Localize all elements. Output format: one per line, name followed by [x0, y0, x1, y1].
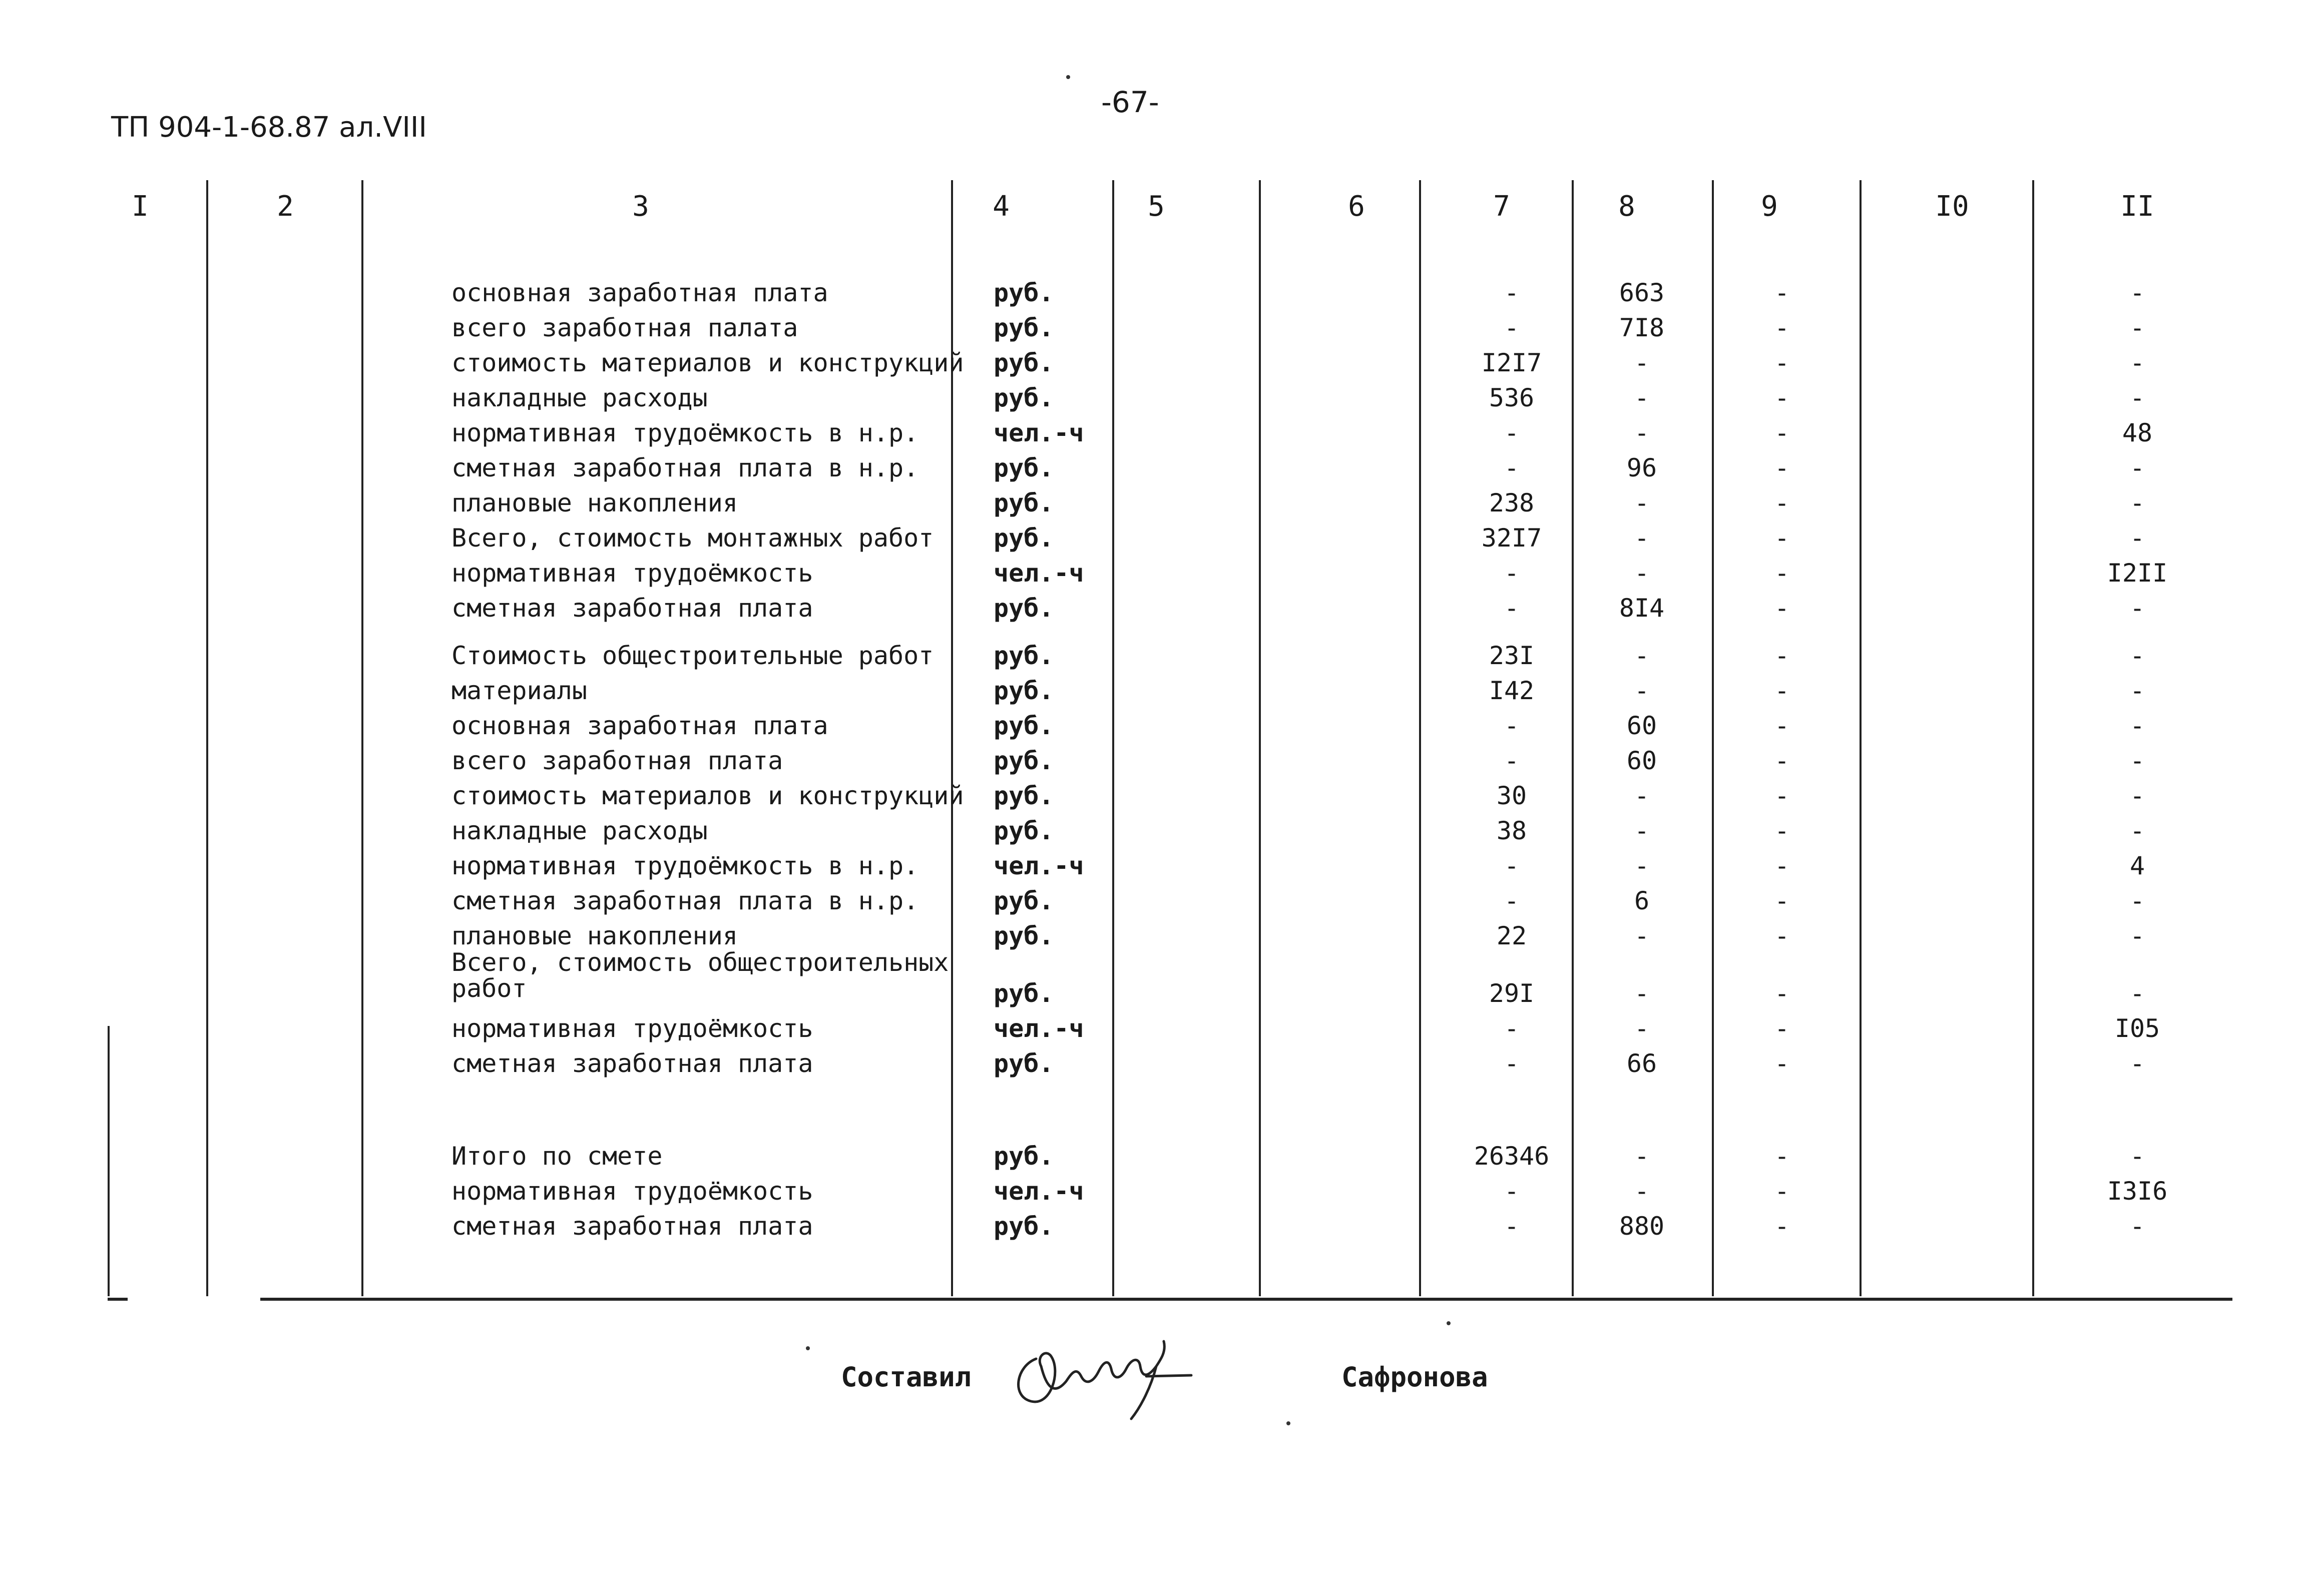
column-header-2: 2	[277, 190, 294, 223]
cell-col-9: -	[1774, 711, 1790, 740]
cell-col-11: -	[2129, 348, 2145, 377]
cell-col-7: -	[1504, 453, 1520, 482]
row-unit: руб.	[994, 488, 1054, 517]
scan-speck	[806, 1346, 810, 1350]
row-description: всего заработная палата	[451, 313, 798, 342]
column-divider	[1419, 180, 1421, 1296]
cell-col-11: -	[2129, 1142, 2145, 1171]
cell-col-7: 32I7	[1481, 523, 1542, 553]
row-unit: чел.-ч	[994, 1177, 1084, 1206]
cell-col-8: -	[1634, 523, 1650, 553]
cell-col-9: -	[1774, 1049, 1790, 1078]
column-divider	[1572, 180, 1574, 1296]
cell-col-8: 6	[1634, 886, 1650, 915]
row-description: Всего, стоимость общестроительных работ	[451, 948, 949, 1003]
cell-col-7: -	[1504, 278, 1520, 307]
cell-col-7: I42	[1489, 676, 1535, 705]
cell-col-8: -	[1634, 1177, 1650, 1206]
row-description: стоимость материалов и конструкций	[451, 348, 964, 377]
cell-col-9: -	[1774, 523, 1790, 553]
row-description: накладные расходы	[451, 383, 708, 412]
row-unit: чел.-ч	[994, 418, 1084, 447]
cell-col-11: -	[2129, 594, 2145, 623]
scan-speck	[1066, 75, 1070, 79]
row-unit: руб.	[994, 781, 1054, 810]
cell-col-7: 238	[1489, 488, 1535, 517]
row-unit: руб.	[994, 383, 1054, 412]
column-header-10: I0	[1935, 190, 1969, 223]
cell-col-11: I05	[2114, 1014, 2160, 1043]
cell-col-7: -	[1504, 886, 1520, 915]
cell-col-9: -	[1774, 676, 1790, 705]
cell-col-11: -	[2129, 488, 2145, 517]
table-bottom-rule	[260, 1298, 2232, 1301]
cell-col-9: -	[1774, 1177, 1790, 1206]
cell-col-8: 8I4	[1619, 594, 1665, 623]
row-description: сметная заработная плата в н.р.	[451, 886, 919, 915]
cell-col-9: -	[1774, 886, 1790, 915]
cell-col-7: -	[1504, 746, 1520, 775]
column-header-8: 8	[1618, 190, 1635, 223]
column-divider	[2032, 180, 2034, 1296]
row-unit: руб.	[994, 523, 1054, 553]
row-unit: чел.-ч	[994, 559, 1084, 588]
cell-col-8: -	[1634, 816, 1650, 845]
row-description: плановые накопления	[451, 921, 738, 950]
cell-col-9: -	[1774, 559, 1790, 588]
column-divider	[361, 180, 363, 1296]
table-bottom-rule-stub	[108, 1298, 128, 1301]
column-header-6: 6	[1348, 190, 1365, 223]
cell-col-8: -	[1634, 851, 1650, 880]
row-description: сметная заработная плата	[451, 594, 813, 623]
column-divider	[1712, 180, 1714, 1296]
cell-col-8: -	[1634, 559, 1650, 588]
cell-col-11: -	[2129, 781, 2145, 810]
cell-col-8: -	[1634, 383, 1650, 412]
row-description: Стоимость общестроительные работ	[451, 641, 934, 670]
row-unit: чел.-ч	[994, 1014, 1084, 1043]
cell-col-9: -	[1774, 921, 1790, 950]
cell-col-9: -	[1774, 1212, 1790, 1241]
row-unit: руб.	[994, 886, 1054, 915]
cell-col-8: -	[1634, 488, 1650, 517]
cell-col-8: -	[1634, 641, 1650, 670]
cell-col-9: -	[1774, 348, 1790, 377]
cell-col-7: -	[1504, 313, 1520, 342]
cell-col-11: -	[2129, 979, 2145, 1008]
cell-col-8: 60	[1626, 746, 1657, 775]
column-header-4: 4	[993, 190, 1010, 223]
cell-col-9: -	[1774, 641, 1790, 670]
column-header-7: 7	[1493, 190, 1510, 223]
cell-col-9: -	[1774, 313, 1790, 342]
row-unit: руб.	[994, 348, 1054, 377]
cell-col-7: 23I	[1489, 641, 1535, 670]
cell-col-11: -	[2129, 383, 2145, 412]
cell-col-7: I2I7	[1481, 348, 1542, 377]
row-unit: руб.	[994, 711, 1054, 740]
cell-col-9: -	[1774, 781, 1790, 810]
cell-col-7: 29I	[1489, 979, 1535, 1008]
cell-col-9: -	[1774, 594, 1790, 623]
row-unit: руб.	[994, 641, 1054, 670]
cell-col-7: 536	[1489, 383, 1535, 412]
cell-col-11: I3I6	[2107, 1177, 2168, 1206]
cell-col-7: 22	[1496, 921, 1527, 950]
column-divider	[206, 180, 208, 1296]
cell-col-8: -	[1634, 348, 1650, 377]
row-unit: руб.	[994, 979, 1054, 1008]
row-description: основная заработная плата	[451, 278, 828, 307]
cell-col-7: -	[1504, 559, 1520, 588]
cell-col-9: -	[1774, 746, 1790, 775]
row-description: нормативная трудоёмкость	[451, 1014, 813, 1043]
cell-col-11: -	[2129, 1049, 2145, 1078]
cell-col-11: -	[2129, 278, 2145, 307]
scan-speck	[1286, 1421, 1290, 1425]
row-description: сметная заработная плата в н.р.	[451, 453, 919, 482]
cell-col-8: -	[1634, 921, 1650, 950]
cell-col-11: -	[2129, 816, 2145, 845]
cell-col-11: 4	[2129, 851, 2145, 880]
cell-col-9: -	[1774, 488, 1790, 517]
cell-col-8: 60	[1626, 711, 1657, 740]
cell-col-9: -	[1774, 383, 1790, 412]
cell-col-7: -	[1504, 594, 1520, 623]
cell-col-9: -	[1774, 979, 1790, 1008]
cell-col-11: -	[2129, 711, 2145, 740]
row-description: материалы	[451, 676, 587, 705]
handwritten-signature	[1006, 1311, 1206, 1421]
cell-col-11: -	[2129, 641, 2145, 670]
cell-col-9: -	[1774, 418, 1790, 447]
row-unit: руб.	[994, 453, 1054, 482]
cell-col-11: -	[2129, 921, 2145, 950]
row-description: нормативная трудоёмкость в н.р.	[451, 418, 919, 447]
cell-col-7: -	[1504, 851, 1520, 880]
document-code: ТП 904-1-68.87 ал.VIII	[111, 111, 427, 144]
cell-col-11: -	[2129, 676, 2145, 705]
row-description: нормативная трудоёмкость	[451, 559, 813, 588]
compiled-by-label: Составил	[841, 1361, 972, 1393]
cell-col-7: -	[1504, 1212, 1520, 1241]
cell-col-11: -	[2129, 886, 2145, 915]
row-description: Итого по смете	[451, 1142, 663, 1171]
row-unit: чел.-ч	[994, 851, 1084, 880]
cell-col-8: -	[1634, 1142, 1650, 1171]
cell-col-8: -	[1634, 979, 1650, 1008]
cell-col-9: -	[1774, 816, 1790, 845]
cell-col-8: 663	[1619, 278, 1665, 307]
row-unit: руб.	[994, 921, 1054, 950]
column-header-11: II	[2120, 190, 2154, 223]
row-description: основная заработная плата	[451, 711, 828, 740]
cell-col-8: 880	[1619, 1212, 1665, 1241]
compiler-name: Сафронова	[1341, 1361, 1488, 1393]
row-description: стоимость материалов и конструкций	[451, 781, 964, 810]
column-header-3: 3	[632, 190, 649, 223]
row-unit: руб.	[994, 594, 1054, 623]
cell-col-7: -	[1504, 1177, 1520, 1206]
cell-col-7: -	[1504, 711, 1520, 740]
cell-col-7: -	[1504, 1014, 1520, 1043]
row-description: нормативная трудоёмкость в н.р.	[451, 851, 919, 880]
cell-col-7: 26346	[1474, 1142, 1550, 1171]
row-unit: руб.	[994, 746, 1054, 775]
cell-col-11: 48	[2122, 418, 2153, 447]
column-header-5: 5	[1148, 190, 1165, 223]
cell-col-9: -	[1774, 278, 1790, 307]
cell-col-7: 38	[1496, 816, 1527, 845]
cell-col-9: -	[1774, 453, 1790, 482]
cell-col-8: -	[1634, 1014, 1650, 1043]
cell-col-11: I2II	[2107, 559, 2168, 588]
cell-col-7: 30	[1496, 781, 1527, 810]
row-description: Всего, стоимость монтажных работ	[451, 523, 934, 553]
cell-col-9: -	[1774, 851, 1790, 880]
column-header-9: 9	[1761, 190, 1778, 223]
column-header-1: I	[132, 190, 149, 223]
row-description: сметная заработная плата	[451, 1049, 813, 1078]
cell-col-8: -	[1634, 676, 1650, 705]
row-unit: руб.	[994, 1049, 1054, 1078]
cell-col-11: -	[2129, 313, 2145, 342]
cell-col-11: -	[2129, 746, 2145, 775]
row-description: сметная заработная плата	[451, 1212, 813, 1241]
row-unit: руб.	[994, 313, 1054, 342]
scan-speck	[1447, 1321, 1451, 1325]
cell-col-9: -	[1774, 1014, 1790, 1043]
cell-col-8: -	[1634, 418, 1650, 447]
column-divider	[1259, 180, 1261, 1296]
row-description: накладные расходы	[451, 816, 708, 845]
cell-col-11: -	[2129, 453, 2145, 482]
column-divider	[1112, 180, 1114, 1296]
row-unit: руб.	[994, 278, 1054, 307]
column-divider	[1860, 180, 1862, 1296]
row-description: нормативная трудоёмкость	[451, 1177, 813, 1206]
cell-col-11: -	[2129, 1212, 2145, 1241]
cell-col-9: -	[1774, 1142, 1790, 1171]
cell-col-7: -	[1504, 1049, 1520, 1078]
page-number: -67-	[1101, 85, 1159, 119]
row-unit: руб.	[994, 676, 1054, 705]
column-divider	[108, 1026, 110, 1296]
cell-col-8: 66	[1626, 1049, 1657, 1078]
cell-col-8: 96	[1626, 453, 1657, 482]
cell-col-8: -	[1634, 781, 1650, 810]
row-unit: руб.	[994, 1212, 1054, 1241]
row-description: всего заработная плата	[451, 746, 783, 775]
cell-col-7: -	[1504, 418, 1520, 447]
row-unit: руб.	[994, 816, 1054, 845]
row-unit: руб.	[994, 1142, 1054, 1171]
cell-col-11: -	[2129, 523, 2145, 553]
cell-col-8: 7I8	[1619, 313, 1665, 342]
row-description: плановые накопления	[451, 488, 738, 517]
